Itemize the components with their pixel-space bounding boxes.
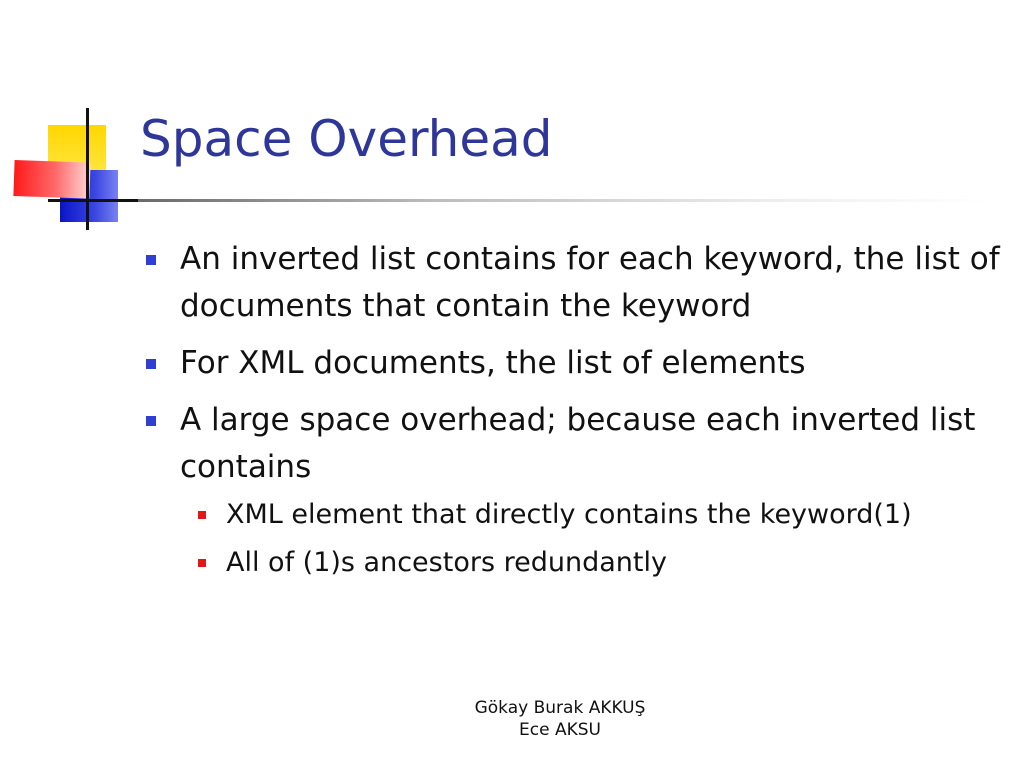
sub-bullet-text: All of (1)s ancestors redundantly xyxy=(226,547,667,578)
bullet-text: For XML documents, the list of elements xyxy=(180,345,806,381)
logo-vertical-line xyxy=(86,108,89,230)
bullet-square-icon xyxy=(146,416,156,426)
sub-bullet-item xyxy=(140,543,1010,583)
sub-bullet-list xyxy=(140,495,1010,583)
bullet-list xyxy=(140,236,1010,491)
footer-author-2: Ece AKSU xyxy=(519,720,601,740)
logo-red-square xyxy=(13,160,90,199)
sub-bullet-square-icon xyxy=(198,511,206,519)
sub-bullet-item xyxy=(140,495,1010,535)
bullet-item xyxy=(140,236,1010,330)
bullet-item xyxy=(140,340,1010,387)
bullet-text: A large space overhead; because each inverted list contains xyxy=(180,402,976,485)
bullet-text: An inverted list contains for each keyword, the list of documents that contain the keyword xyxy=(180,241,1000,324)
title-underline xyxy=(138,199,988,202)
sub-bullet-text: XML element that directly contains the keyword(1) xyxy=(226,499,912,530)
slide-content xyxy=(140,236,1010,591)
bullet-item xyxy=(140,397,1010,491)
slide-footer xyxy=(440,697,680,741)
bullet-square-icon xyxy=(146,359,156,369)
slide-title: Space Overhead xyxy=(140,110,553,168)
logo-horizontal-line xyxy=(48,199,140,202)
slide-logo-decoration xyxy=(0,0,160,240)
bullet-square-icon xyxy=(146,255,156,265)
sub-bullet-square-icon xyxy=(198,559,206,567)
footer-author-1: Gökay Burak AKKUŞ xyxy=(474,698,646,718)
